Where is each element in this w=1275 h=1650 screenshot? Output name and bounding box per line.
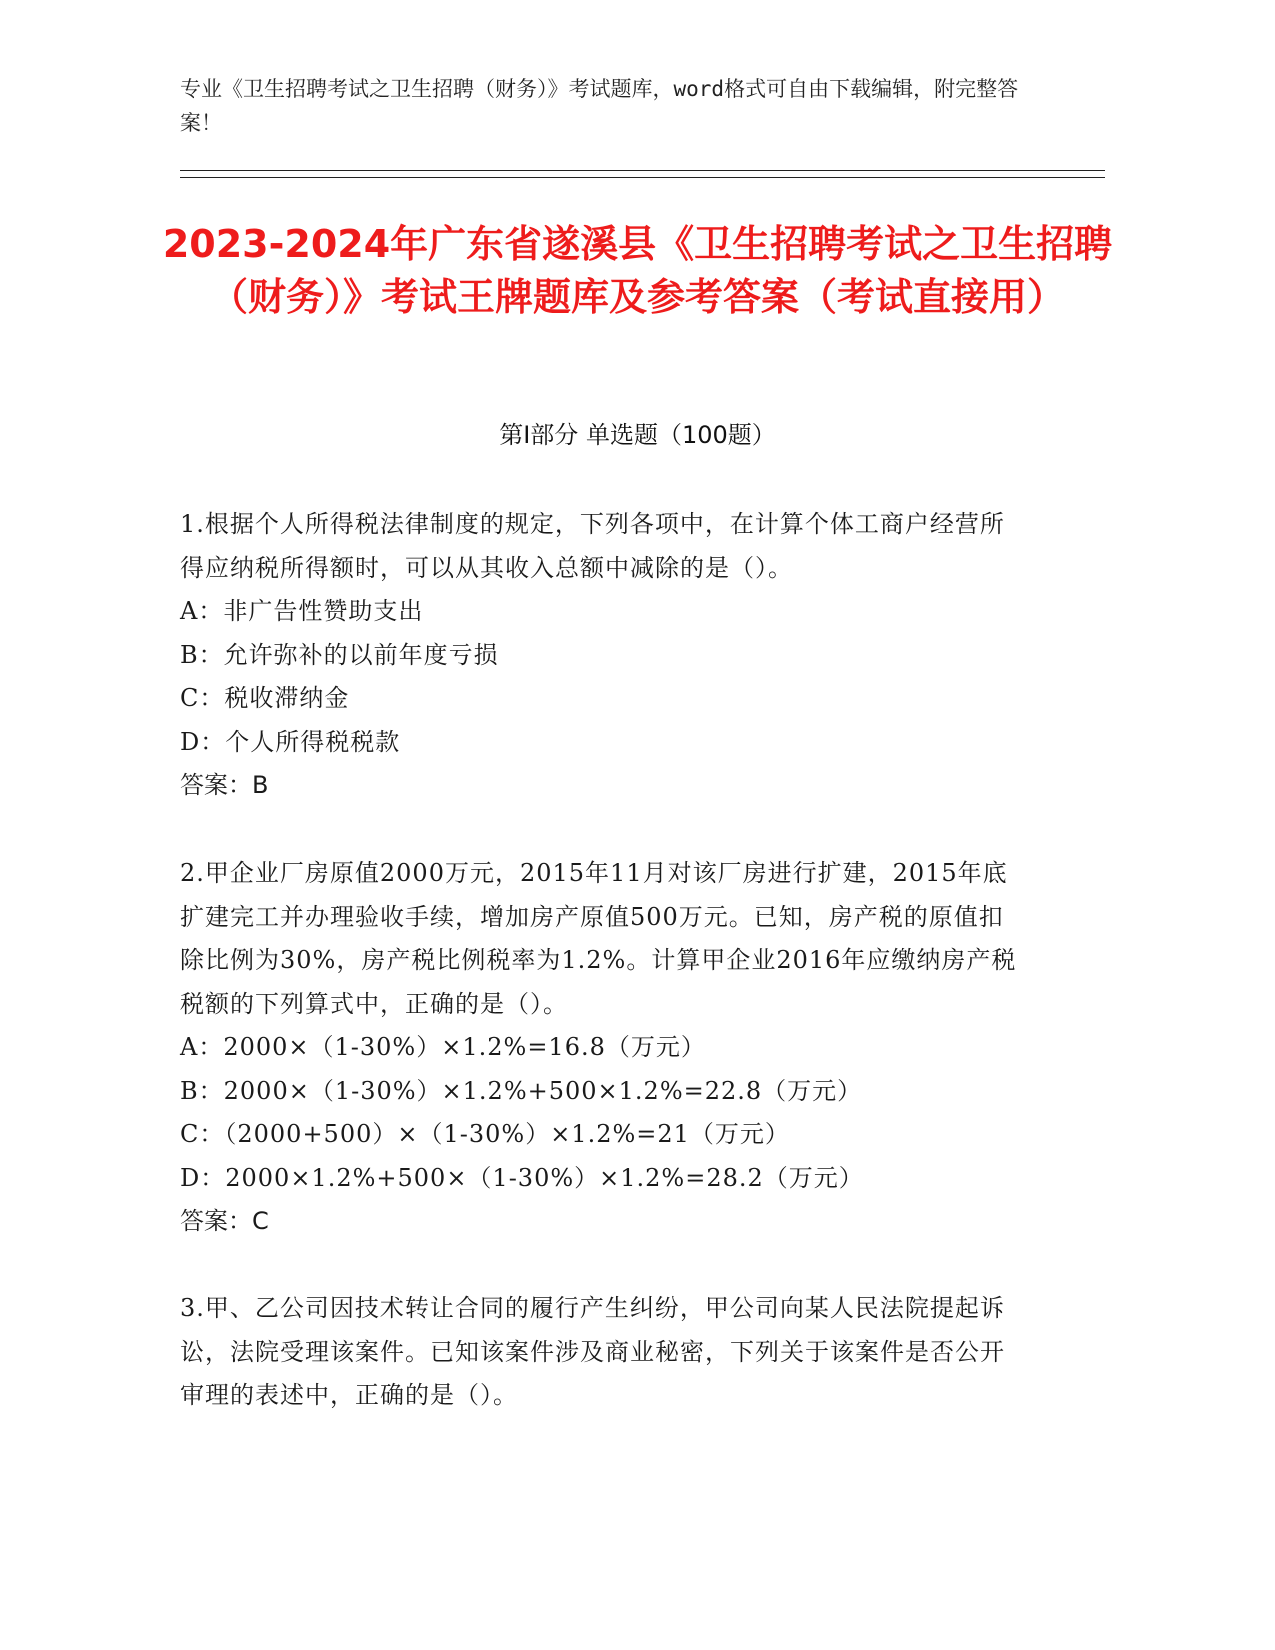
question-stem: 2.甲企业厂房原值2000万元，2015年11月对该厂房进行扩建，2015年底扩建完工并办理验收手续，增加房产原值500万元。已知，房产税的原值扣除比例为30%，房产税比例税率为1.2%。计算甲企业2016年应缴纳房产税税额的下列算式中，正确的是（）。 — [180, 859, 1017, 1018]
option-d: D：个人所得税税款 — [180, 727, 401, 756]
option-b: B：2000×（1-30%）×1.2%+500×1.2%=22.8（万元） — [180, 1076, 863, 1105]
answer: 答案：B — [180, 771, 269, 799]
option-a: A：2000×（1-30%）×1.2%=16.8（万元） — [180, 1033, 706, 1061]
option-c: C：（2000+500）×（1-30%）×1.2%=21（万元） — [180, 1120, 790, 1148]
question-2 — [180, 852, 1025, 1244]
header-divider-top — [180, 170, 1105, 171]
question-stem: 3.甲、乙公司因技术转让合同的履行产生纠纷，甲公司向某人民法院提起诉讼，法院受理该案件。已知该案件涉及商业秘密，下列关于该案件是否公开审理的表述中，正确的是（）。 — [180, 1294, 1005, 1409]
document-title: 2023-2024年广东省遂溪县《卫生招聘考试之卫生招聘（财务）》考试王牌题库及参考答案（考试直接用） — [162, 222, 1113, 319]
section-title: 第I部分 单选题（100题） — [499, 421, 776, 449]
option-c: C：税收滞纳金 — [180, 684, 350, 712]
question-3 — [180, 1287, 1025, 1418]
header-note: 专业《卫生招聘考试之卫生招聘（财务）》考试题库，word格式可自由下载编辑，附完整答案！ — [180, 77, 1019, 135]
question-stem: 1.根据个人所得税法律制度的规定，下列各项中，在计算个体工商户经营所得应纳税所得额时，可以从其收入总额中减除的是（）。 — [180, 510, 1005, 582]
answer: 答案：C — [180, 1207, 269, 1235]
question-1 — [180, 503, 1025, 808]
option-d: D：2000×1.2%+500×（1-30%）×1.2%=28.2（万元） — [180, 1163, 864, 1192]
option-a: A：非广告性赞助支出 — [180, 597, 424, 625]
option-b: B：允许弥补的以前年度亏损 — [180, 640, 499, 669]
header-divider-bottom — [180, 177, 1105, 178]
